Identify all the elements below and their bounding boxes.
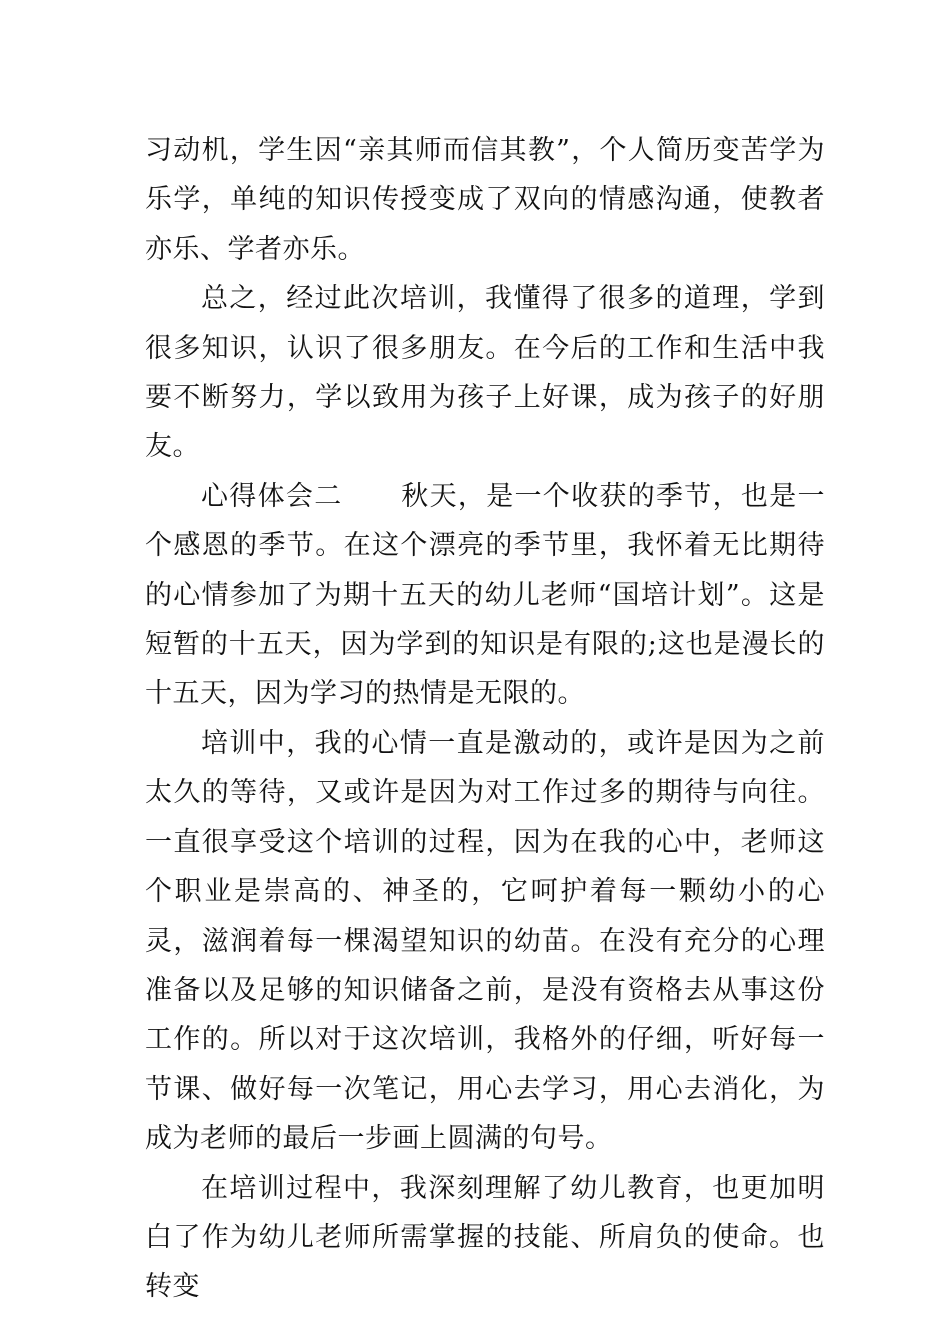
paragraph-3-text: 秋天，是一个收获的季节，也是一个感恩的季节。在这个漂亮的季节里，我怀着无比期待的心情参加了为期十五天的幼儿老师“国培计划”。这是短暂的十五天，因为学到的知识是有限的;这也是漫长的十五天，因为学习的热情是无限的。 [145,480,825,710]
document-body [145,126,825,1312]
paragraph-5: 在培训过程中，我深刻理解了幼儿教育，也更加明白了作为幼儿老师所需掌握的技能、所肩负的使命。也转变 [145,1172,825,1303]
paragraph-1: 习动机，学生因“亲其师而信其教”，个人简历变苦学为乐学，单纯的知识传授变成了双向的情感沟通，使教者亦乐、学者亦乐。 [145,135,825,265]
paragraph-4: 培训中，我的心情一直是激动的，或许是因为之前太久的等待，又或许是因为对工作过多的期待与向往。一直很享受这个培训的过程，因为在我的心中，老师这个职业是崇高的、神圣的，它呵护着每一颗幼小的心灵，滋润着每一棵渴望知识的幼苗。在没有充分的心理准备以及足够的知识储备之前，是没有资格去从事这份工作的。所以对于这次培训，我格外的仔细，听好每一节课、做好每一次笔记，用心去学习，用心去消化，为成为老师的最后一步画上圆满的句号。 [145,727,825,1155]
paragraph-2: 总之，经过此次培训，我懂得了很多的道理，学到很多知识，认识了很多朋友。在今后的工作和生活中我要不断努力，学以致用为孩子上好课，成为孩子的好朋友。 [145,283,825,463]
paragraph-3 [145,472,825,719]
section-heading: 心得体会二 [201,480,343,512]
